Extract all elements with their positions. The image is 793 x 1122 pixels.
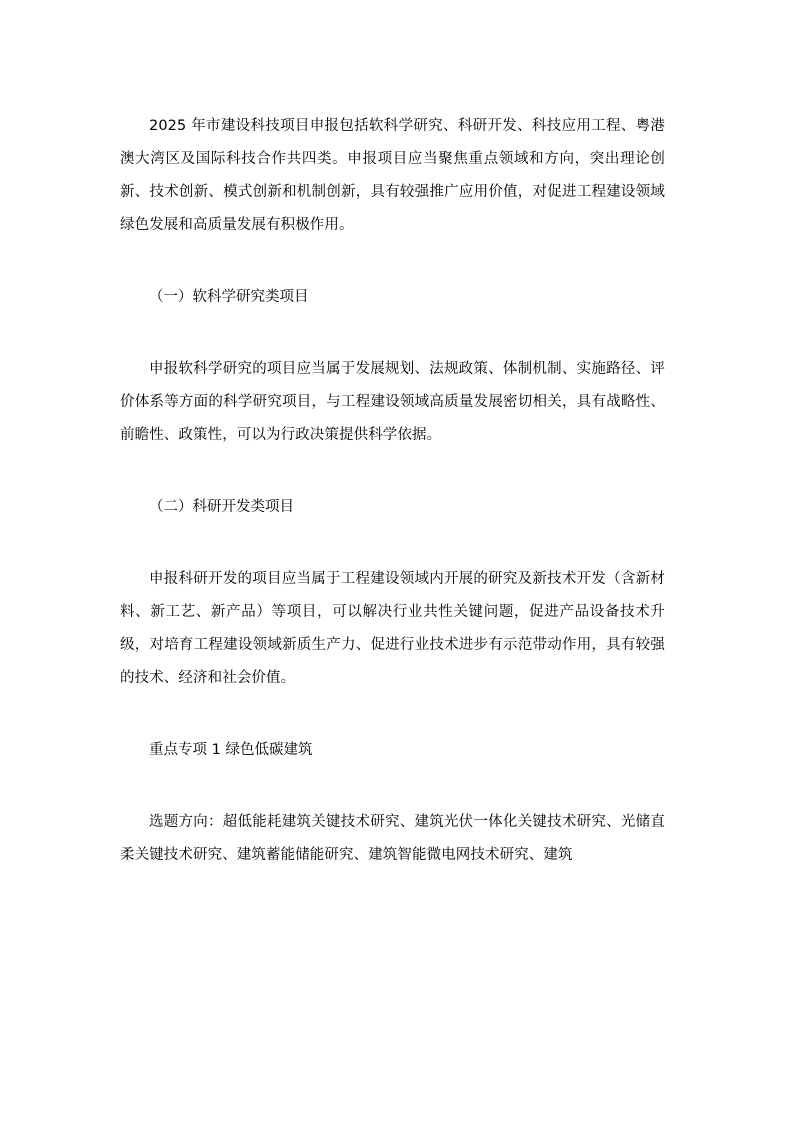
intro-paragraph: 2025 年市建设科技项目申报包括软科学研究、科研开发、科技应用工程、粤港澳大湾区及国际科技合作共四类。申报项目应当聚焦重点领域和方向，突出理论创新、技术创新、模式创新和机制创新，具有较强推广应用价值，对促进工程建设领域绿色发展和高质量发展有积极作用。 xyxy=(120,118,665,233)
document-page xyxy=(120,110,665,872)
spacer xyxy=(120,314,665,353)
section-heading-soft-science: （一）软科学研究类项目 xyxy=(149,289,309,305)
special-topic-heading: 重点专项 1 绿色低碳建筑 xyxy=(149,742,313,758)
spacer xyxy=(120,767,665,806)
spacer xyxy=(120,242,665,281)
spacer xyxy=(120,524,665,563)
rnd-paragraph: 申报科研开发的项目应当属于工程建设领域内开展的研究及新技术开发（含新材料、新工艺、新产品）等项目，可以解决行业共性关键问题，促进产品设备技术升级，对培育工程建设领域新质生产力、促进行业技术进步有示范带动作用，具有较强的技术、经济和社会价值。 xyxy=(120,571,665,686)
spacer xyxy=(120,695,665,734)
soft-science-paragraph: 申报软科学研究的项目应当属于发展规划、法规政策、体制机制、实施路径、评价体系等方面的科学研究项目，与工程建设领域高质量发展密切相关，具有战略性、前瞻性、政策性，可以为行政决策提供科学依据。 xyxy=(120,361,665,443)
spacer xyxy=(120,452,665,491)
topic-direction-paragraph: 选题方向：超低能耗建筑关键技术研究、建筑光伏一体化关键技术研究、光储直柔关键技术研究、建筑蓄能储能研究、建筑智能微电网技术研究、建筑 xyxy=(120,814,665,863)
section-heading-rnd: （二）科研开发类项目 xyxy=(149,499,294,515)
